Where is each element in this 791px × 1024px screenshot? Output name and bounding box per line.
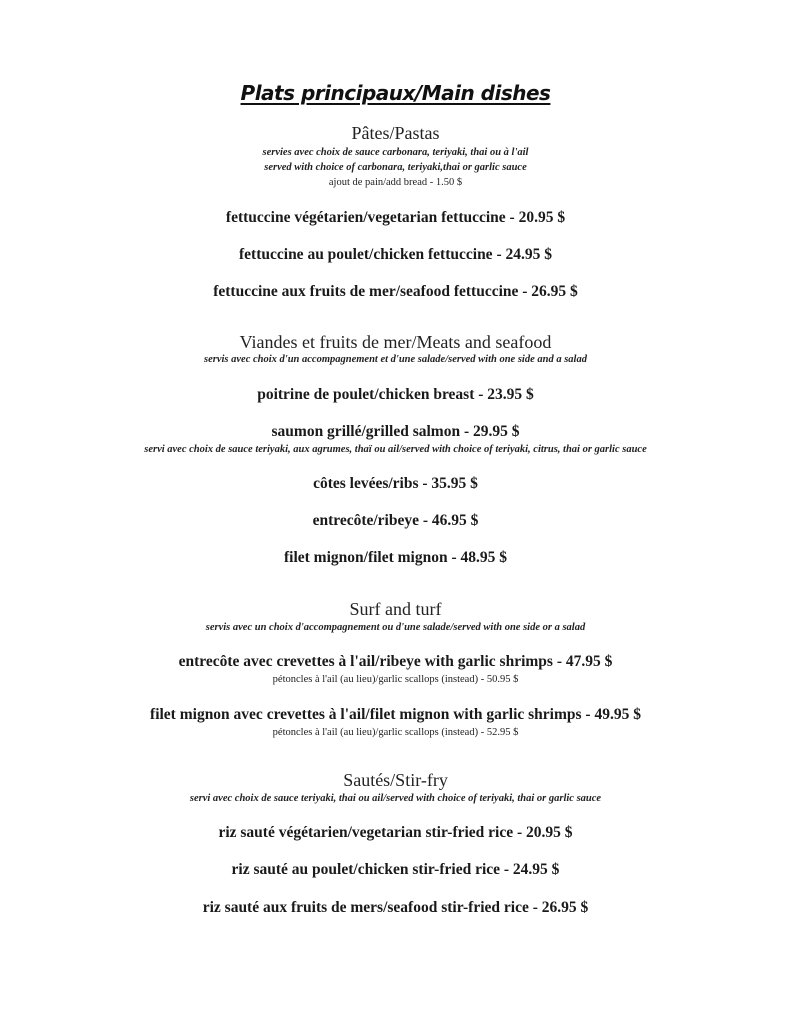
surf-note: servis avec un choix d'accompagnement ou d'une salade/served with one side or a salad: [205, 622, 586, 633]
pastas-note-en: served with choice of carbonara, teriyaki,thai or garlic sauce: [264, 162, 527, 173]
menu-item-option: pétoncles à l'ail (au lieu)/garlic scallops (instead) - 52.95 $: [272, 727, 519, 738]
menu-item: riz sauté aux fruits de mers/seafood stir-fried rice - 26.95 $: [202, 899, 589, 916]
section-heading-stir-fry: Sautés/Stir-fry: [343, 770, 448, 790]
menu-item: fettuccine végétarien/vegetarian fettuccine - 20.95 $: [225, 209, 566, 226]
page-title: Plats principaux/Main dishes: [240, 81, 551, 105]
menu-item: filet mignon avec crevettes à l'ail/filet mignon with garlic shrimps - 49.95 $: [150, 706, 641, 723]
menu-item-option: pétoncles à l'ail (au lieu)/garlic scallops (instead) - 50.95 $: [272, 674, 519, 685]
menu-item: fettuccine au poulet/chicken fettuccine - 24.95 $: [239, 246, 552, 263]
pastas-note-fr: servies avec choix de sauce carbonara, teriyaki, thai ou à l'ail: [262, 147, 529, 158]
menu-item: riz sauté végétarien/vegetarian stir-fried rice - 20.95 $: [218, 824, 573, 841]
section-heading-pastas: Pâtes/Pastas: [351, 123, 440, 143]
menu-item: filet mignon/filet mignon - 48.95 $: [283, 549, 508, 566]
pastas-bread-note: ajout de pain/add bread - 1.50 $: [328, 177, 463, 188]
salmon-sauce-note: servi avec choix de sauce teriyaki, aux agrumes, thaï ou ail/served with choice of teriyaki, citrus, thai or garlic sauce: [144, 444, 647, 455]
section-heading-surf-and-turf: Surf and turf: [349, 599, 442, 619]
section-heading-meats: Viandes et fruits de mer/Meats and seafood: [239, 332, 552, 352]
stirfry-note: servi avec choix de sauce teriyaki, thai ou ail/served with choice of teriyaki, thai or garlic sauce: [189, 793, 602, 804]
menu-item: poitrine de poulet/chicken breast - 23.95 $: [257, 386, 534, 403]
menu-item: saumon grillé/grilled salmon - 29.95 $: [271, 423, 520, 440]
menu-item: côtes levées/ribs - 35.95 $: [313, 475, 478, 492]
menu-item: entrecôte avec crevettes à l'ail/ribeye with garlic shrimps - 47.95 $: [178, 653, 613, 670]
meats-note: servis avec choix d'un accompagnement et d'une salade/served with one side and a salad: [204, 354, 587, 365]
menu-item: fettuccine aux fruits de mer/seafood fettuccine - 26.95 $: [213, 283, 578, 300]
menu-item: riz sauté au poulet/chicken stir-fried rice - 24.95 $: [231, 861, 560, 878]
menu-item: entrecôte/ribeye - 46.95 $: [312, 512, 479, 529]
